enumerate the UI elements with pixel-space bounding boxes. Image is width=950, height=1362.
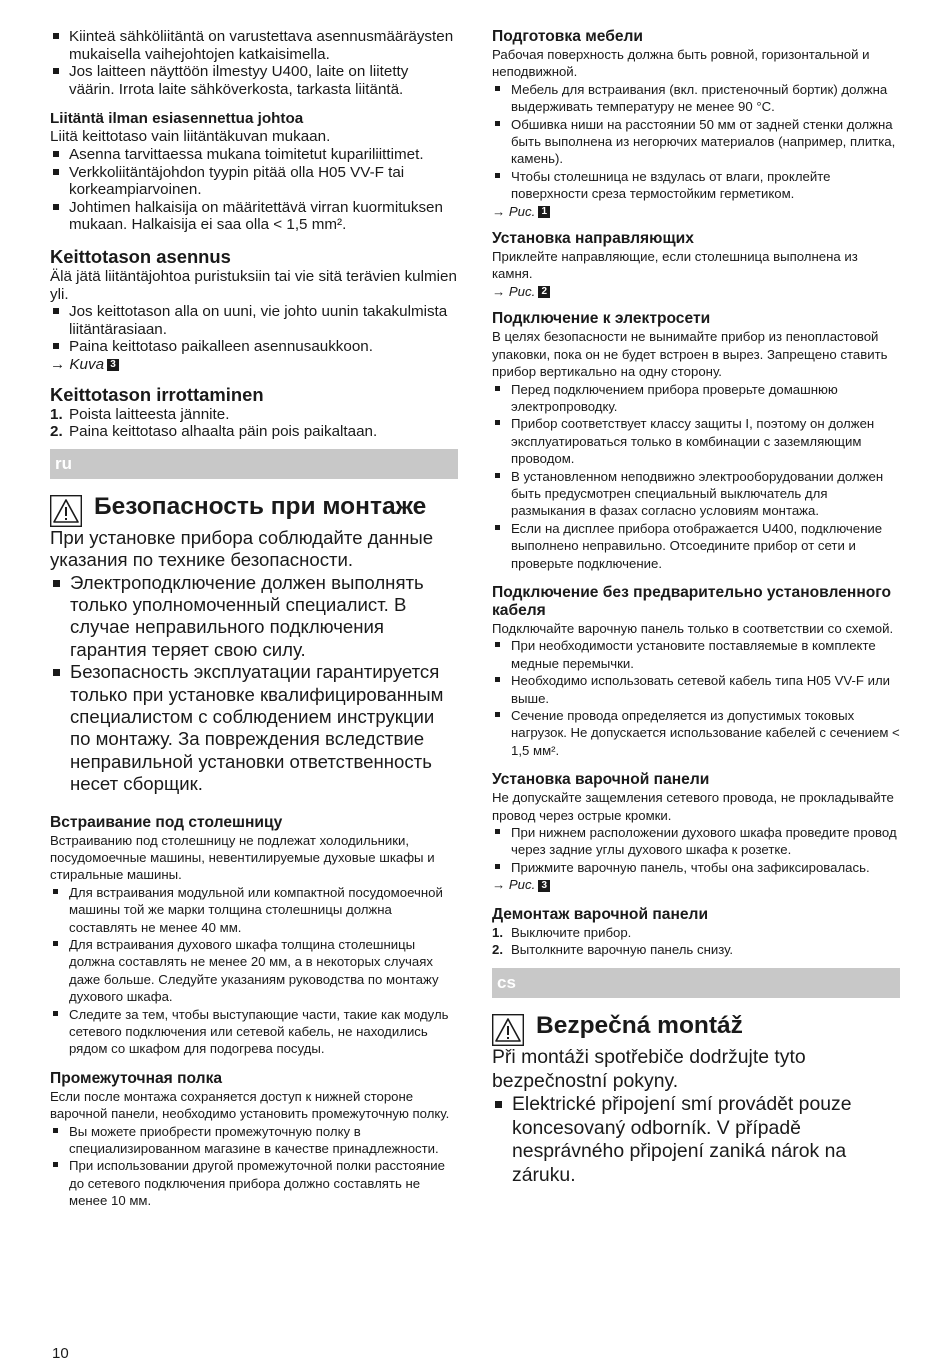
fi-connection-list [50, 146, 458, 234]
ru-install-list [492, 824, 900, 876]
ru-under-list [50, 884, 458, 1058]
fi-install-figure-ref: → Kuva 3 [50, 356, 458, 374]
ru-safety-intro: При установке прибора соблюдайте данные указания по технике безопасности. [50, 526, 434, 571]
ru-install-figure-ref: → Рис. 3 [492, 876, 900, 893]
ru-furniture-text: Рабочая поверхность должна быть ровной, горизонтальной и неподвижной. [492, 47, 870, 80]
list-item: Для встраивания модульной или компактной посудомоечной машины той же марки толщина столешницы должна составлять не менее 40 мм. [50, 884, 458, 936]
list-item: Следите за тем, чтобы выступающие части, такие как модуль сетевого подключения или сетевой кабель, не находились рядом со шкафом для подогрева посуды. [50, 1006, 458, 1058]
figure-number-badge: 3 [107, 359, 119, 371]
ru-guides-text: Приклейте направляющие, если столешница выполнена из камня. [492, 249, 858, 282]
ru-nocable-text: Подключайте варочную панель только в соответствии со схемой. [492, 620, 894, 636]
ru-furniture-heading: Подготовка мебели [492, 28, 644, 45]
fi-install-list [50, 303, 458, 356]
list-item: Elektrické připojení smí provádět pouze koncesovaný odborník. V případě nesprávného připojení zaniká nárok na záruku. [492, 1093, 900, 1187]
list-item: Необходимо использовать сетевой кабель типа H05 VV-F или выше. [492, 672, 900, 707]
warning-icon [492, 1014, 524, 1046]
list-item: В установленном неподвижно электрооборудовании должен быть предусмотрен специальный выключатель для размыкания в фазах согласно условиям монтажа. [492, 468, 900, 520]
list-item: Обшивка ниши на расстоянии 50 мм от задней стенки должна быть выполнена из негорючих материалов (например, плитка, камень). [492, 116, 900, 168]
cs-safety-title: Bezpečná montáž [492, 1014, 900, 1038]
list-item: Сечение провода определяется из допустимых токовых нагрузок. Не допускается использование кабелей с сечением < 1,5 мм². [492, 707, 900, 759]
list-item: Jos laitteen näyttöön ilmestyy U400, laite on liitetty väärin. Irrota laite sähköverkosta, tarkasta liitäntä. [50, 63, 458, 98]
list-item: Безопасность эксплуатации гарантируется только при установке квалифицированным специалистом с соблюдением инструкции по монтажу. За повреждения вследствие неправильной установки ответственность несет сборщик. [50, 661, 458, 795]
ru-remove-heading: Демонтаж варочной панели [492, 905, 709, 923]
ru-safety-list [50, 572, 458, 796]
ru-nocable-list [492, 637, 900, 759]
list-item: Для встраивания духового шкафа толщина столешницы должна составлять не менее 20 мм, а в некоторых случаях даже больше. Следуйте указаниям руководства по монтажу духового шкафа. [50, 936, 458, 1006]
ru-install-heading: Установка варочной панели [492, 771, 710, 789]
list-item: Прижмите варочную панель, чтобы она зафиксировалась. [492, 859, 900, 876]
step-item: 2. Вытолкните варочную панель снизу. [492, 942, 734, 958]
ru-power-heading: Подключение к электросети [492, 310, 711, 328]
fi-install-heading: Keittotason asennus [50, 245, 231, 267]
cs-safety-list [492, 1093, 900, 1187]
list-item: При использовании другой промежуточной полки расстояние до сетевого подключения прибора должно составлять не менее 10 мм. [50, 1157, 458, 1209]
ru-furniture-list [492, 81, 900, 203]
ru-power-text: В целях безопасности не вынимайте прибор из пенопластовой упаковки, пока он не будет встроен в вырез. Запрещено ставить прибор вертикально на одну сторону. [492, 329, 888, 380]
fi-remove-steps [50, 406, 458, 441]
list-item: Перед подключением прибора проверьте домашнюю электропроводку. [492, 381, 900, 416]
ru-shelf-list [50, 1123, 458, 1210]
ru-install-text: Не допускайте защемления сетевого провода, не прокладывайте провод через острые кромки. [492, 790, 894, 823]
cs-safety-intro: Při montáži spotřebiče dodržujte tyto bezpečnostní pokyny. [492, 1046, 806, 1092]
fi-install-text: Älä jätä liitäntäjohtoa puristuksiin tai vie sitä terävien kulmien yli. [50, 267, 457, 303]
fi-connection-text: Liitä keittotaso vain liitäntäkuvan mukaan. [50, 128, 331, 146]
ru-safety-title: Безопасность при монтаже [50, 495, 458, 519]
ru-shelf-heading: Промежуточная полка [50, 1069, 223, 1087]
ru-remove-steps [492, 924, 900, 959]
list-item: Verkkoliitäntäjohdon tyypin pitää olla H05 VV-F tai korkeampiarvoinen. [50, 164, 458, 199]
list-item: Kiinteä sähköliitäntä on varustettava asennusmääräysten mukaisella vaihejohtojen katkaisimella. [50, 28, 458, 63]
right-column [492, 28, 900, 1187]
list-item: Мебель для встраивания (вкл. пристеночный бортик) должна выдерживать температуру не менее 90 °C. [492, 81, 900, 116]
list-item: При нижнем расположении духового шкафа проведите провод через задние углы духового шкафа к розетке. [492, 824, 900, 859]
ru-power-list [492, 381, 900, 572]
list-item: Прибор соответствует классу защиты I, поэтому он должен эксплуатироваться только в комбинации с заземляющим проводом. [492, 415, 900, 467]
fi-connection-heading: Liitäntä ilman esiasennettua johtoa [50, 110, 304, 128]
list-item: Чтобы столешница не вздулась от влаги, проклейте поверхности среза термостойким герметиком. [492, 168, 900, 203]
list-item: Paina keittotaso paikalleen asennusaukkoon. [50, 338, 458, 356]
list-item: Если на дисплее прибора отображается U400, подключение выполнено неправильно. Отсоедините прибор от сети и проверьте подключение. [492, 520, 900, 572]
figure-number-badge: 1 [538, 206, 550, 218]
step-item: 2. Paina keittotaso alhaalta päin pois paikaltaan. [50, 423, 378, 441]
list-item: Вы можете приобрести промежуточную полку в специализированном магазине в качестве принадлежности. [50, 1123, 458, 1158]
fi-intro-list [50, 28, 458, 98]
ru-guides-figure-ref: → Рис. 2 [492, 283, 900, 300]
warning-icon [50, 495, 82, 527]
ru-shelf-text: Если после монтажа сохраняется доступ к нижней стороне варочной панели, необходимо установить промежуточную полку. [50, 1088, 450, 1122]
figure-number-badge: 3 [538, 880, 550, 892]
figure-number-badge: 2 [538, 286, 550, 298]
language-bar-cs: cs [492, 968, 900, 998]
step-item: 1. Poista laitteesta jännite. [50, 405, 230, 423]
list-item: Johtimen halkaisija on määritettävä virran kuormituksen mukaan. Halkaisija ei saa olla < 1,5 mm². [50, 199, 458, 234]
ru-under-text: Встраиванию под столешницу не подлежат холодильники, посудомоечные машины, невентилируемые духовые шкафы и стиральные машины. [50, 832, 435, 883]
fi-remove-heading: Keittotason irrottaminen [50, 383, 264, 405]
list-item: Asenna tarvittaessa mukana toimitetut kupariliittimet. [50, 146, 458, 164]
ru-guides-heading: Установка направляющих [492, 230, 694, 248]
ru-under-heading: Встраивание под столешницу [50, 813, 283, 831]
page-number: 10 [52, 1345, 69, 1362]
ru-nocable-heading: Подключение без предварительно установленного кабеля [492, 583, 892, 619]
list-item: При необходимости установите поставляемые в комплекте медные перемычки. [492, 637, 900, 672]
list-item: Jos keittotason alla on uuni, vie johto uunin takakulmista liitäntärasiaan. [50, 303, 458, 338]
list-item: Электроподключение должен выполнять только уполномоченный специалист. В случае неправильного подключения гарантия теряет свою силу. [50, 572, 458, 662]
language-bar-ru: ru [50, 449, 458, 479]
step-item: 1. Выключите прибор. [492, 924, 632, 940]
ru-furniture-figure-ref: → Рис. 1 [492, 203, 900, 220]
left-column [50, 28, 458, 1210]
